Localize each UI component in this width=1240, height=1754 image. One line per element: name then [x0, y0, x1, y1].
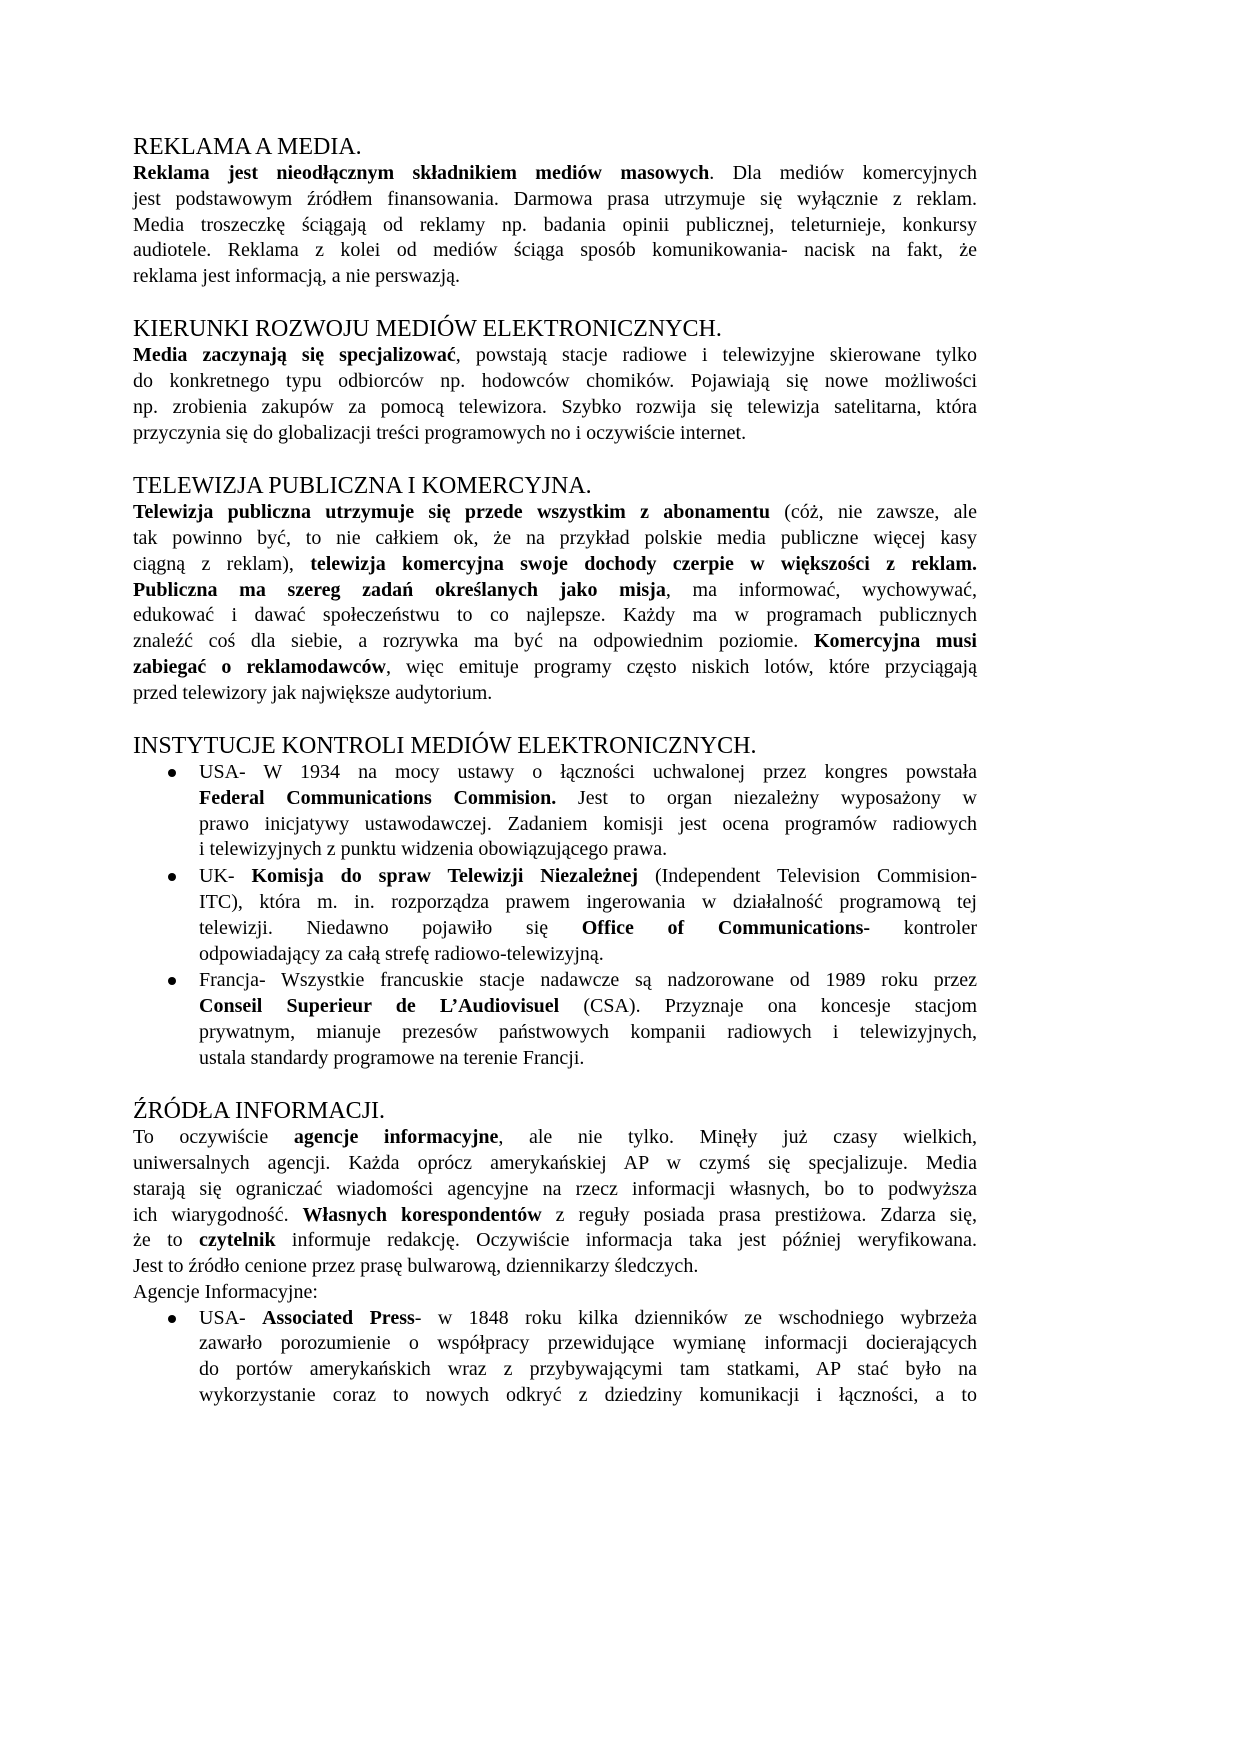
bold-text: Conseil Superieur de L’Audiovisuel: [199, 995, 560, 1018]
text-line: [133, 1228, 977, 1254]
text-line: [133, 1151, 977, 1177]
text-line: [133, 264, 977, 290]
bullet-item: [133, 760, 977, 863]
paragraph: [133, 161, 977, 290]
text-run: , powstają stacje radiowe i telewizyjne skierowane tylko: [455, 344, 977, 367]
paragraph: [133, 1125, 977, 1280]
text-run: (cóż, nie zawsze, ale: [769, 501, 977, 524]
text-run: zawarło porozumienie o współpracy przewidujące wymianę informacji docierających: [199, 1332, 977, 1355]
text-run: , ma informować, wychowywać,: [665, 578, 977, 601]
text-run: ITC), która m. in. rozporządza prawem ingerowania w działalność programową tej: [199, 891, 977, 914]
text-line: [133, 238, 977, 264]
text-run: jest podstawowym źródłem finansowania. Darmowa prasa utrzymuje się wyłącznie z reklam.: [133, 187, 977, 210]
bold-text: agencje informacyjne: [293, 1126, 499, 1149]
text-run: ustala standardy programowe na terenie Francji.: [199, 1046, 585, 1069]
text-run: i telewizyjnych z punktu widzenia obowiązującego prawa.: [199, 838, 668, 861]
bold-text: Media zaczynają się specjalizować: [133, 344, 456, 367]
bold-text: Komisja do spraw Telewizji Niezależnej: [251, 865, 639, 888]
paragraph: [133, 343, 977, 446]
text-line: [133, 1177, 977, 1203]
text-run: ich wiarygodność.: [133, 1203, 303, 1226]
text-run: Jest to źródło cenione przez prasę bulwarową, dziennikarzy śledczych.: [133, 1255, 699, 1278]
bullet-icon: [168, 769, 176, 777]
document-section: [133, 473, 977, 706]
text-line: [199, 837, 977, 863]
text-run: tak powinno być, to nie całkiem ok, że na przykład polskie media publiczne więcej kasy: [133, 526, 977, 549]
text-line: [133, 1280, 977, 1306]
bold-text: Publiczna ma szereg zadań określanych jako misja: [133, 578, 666, 601]
text-run: starają się ograniczać wiadomości agencyjne na rzecz informacji własnych, bo to podwyższa: [133, 1177, 977, 1200]
text-line: [199, 1357, 977, 1383]
text-run: To oczywiście: [133, 1126, 294, 1149]
text-line: [199, 890, 977, 916]
text-run: UK-: [199, 865, 252, 888]
text-run: informuje redakcję. Oczywiście informacja taka jest później weryfikowana.: [275, 1229, 977, 1252]
text-run: , ale nie tylko. Minęły już czasy wielkich,: [498, 1126, 978, 1149]
document-section: [133, 316, 977, 446]
text-line: [199, 1020, 977, 1046]
section-heading: INSTYTUCJE KONTROLI MEDIÓW ELEKTRONICZNYCH.: [133, 733, 757, 760]
text-run: prawo inicjatywy ustawodawczej. Zadaniem komisji jest ocena programów radiowych: [199, 812, 977, 835]
text-line: [133, 343, 977, 369]
text-run: uniwersalnych agencji. Każda oprócz amerykańskiej AP w czymś się specjalizuje. Media: [133, 1151, 977, 1174]
bullet-item: [133, 968, 977, 1071]
bold-text: Associated Press: [262, 1306, 415, 1329]
text-run: przyczynia się do globalizacji treści programowych no i oczywiście internet.: [133, 421, 747, 444]
text-line: [133, 500, 977, 526]
document-section: [133, 733, 977, 1072]
text-run: do konkretnego typu odbiorców np. hodowców chomików. Pojawiają się nowe możliwości: [133, 370, 977, 393]
bullet-icon: [168, 1315, 176, 1323]
text-run: Agencje Informacyjne:: [133, 1280, 318, 1303]
document-section: [133, 134, 977, 290]
section-heading: TELEWIZJA PUBLICZNA I KOMERCYJNA.: [133, 473, 592, 500]
bold-text: czytelnik: [198, 1229, 276, 1252]
text-line: [133, 369, 977, 395]
section-heading: KIERUNKI ROZWOJU MEDIÓW ELEKTRONICZNYCH.: [133, 316, 722, 343]
text-line: [133, 578, 977, 604]
text-line: [199, 968, 977, 994]
text-run: prywatnym, mianuje prezesów państwowych kompanii radiowych i telewizyjnych,: [199, 1021, 977, 1044]
text-line: [199, 1331, 977, 1357]
text-run: (CSA). Przyznaje ona koncesje stacjom: [559, 995, 977, 1018]
bold-text: telewizja komercyjna swoje dochody czerpie w większości z reklam.: [310, 552, 977, 575]
text-run: audiotele. Reklama z kolei od mediów ściąga sposób komunikowania- nacisk na fakt, że: [133, 239, 977, 262]
text-line: [199, 1383, 977, 1409]
text-run: znaleźć coś dla siebie, a rozrywka ma być na odpowiednim poziomie.: [133, 630, 814, 653]
bullet-icon: [168, 977, 176, 985]
text-line: [199, 786, 977, 812]
text-run: (Independent Television Commision-: [638, 865, 978, 888]
text-line: [133, 213, 977, 239]
text-run: do portów amerykańskich wraz z przybywającymi tam statkami, AP stać było na: [199, 1358, 977, 1381]
text-run: - w 1848 roku kilka dzienników ze wschodniego wybrzeża: [414, 1306, 977, 1329]
text-run: wykorzystanie coraz to nowych odkryć z dziedziny komunikacji i łączności, a to: [199, 1384, 977, 1407]
text-line: [133, 1254, 977, 1280]
text-run: np. zrobienia zakupów za pomocą telewizora. Szybko rozwija się telewizja satelitarna, która: [133, 396, 977, 419]
bullet-item: [133, 1306, 977, 1409]
text-run: odpowiadający za całą strefę radiowo-telewizyjną.: [199, 942, 604, 965]
bold-text: Komercyjna musi: [813, 630, 977, 653]
text-run: Francja- Wszystkie francuskie stacje nadawcze są nadzorowane od 1989 roku przez: [199, 969, 977, 992]
text-line: [199, 1046, 977, 1072]
text-run: przed telewizory jak największe audytorium.: [133, 681, 493, 704]
bold-text: Office of Communications-: [581, 916, 871, 939]
text-line: [133, 187, 977, 213]
text-line: [133, 603, 977, 629]
text-run: z reguły posiada prasa prestiżowa. Zdarza się,: [541, 1203, 977, 1226]
bullet-item: [133, 864, 977, 967]
text-line: [133, 421, 977, 447]
text-line: [133, 161, 977, 187]
text-line: [133, 552, 977, 578]
document-section: [133, 1098, 977, 1409]
text-run: ciągną z reklam),: [133, 552, 311, 575]
bullet-icon: [168, 873, 176, 881]
document-page: [133, 134, 977, 1435]
text-line: [199, 760, 977, 786]
text-run: . Dla mediów komercyjnych: [709, 162, 977, 184]
text-run: Jest to organ niezależny wyposażony w: [556, 786, 977, 809]
bold-text: Federal Communications Commision.: [199, 786, 557, 809]
bullet-list: [133, 760, 977, 1072]
text-run: kontroler: [870, 916, 978, 939]
text-line: [133, 629, 977, 655]
text-run: USA-: [199, 1306, 263, 1329]
text-run: że to: [133, 1229, 199, 1252]
bold-text: zabiegać o reklamodawców: [133, 655, 386, 678]
text-line: [133, 1203, 977, 1229]
text-line: [133, 1125, 977, 1151]
text-run: telewizji. Niedawno pojawiło się: [199, 916, 582, 939]
paragraph: [133, 1280, 977, 1306]
text-line: [199, 994, 977, 1020]
text-line: [199, 942, 977, 968]
bullet-list: [133, 1306, 977, 1409]
bold-text: Własnych korespondentów: [302, 1203, 542, 1226]
text-line: [199, 916, 977, 942]
text-line: [133, 395, 977, 421]
section-heading: REKLAMA A MEDIA.: [133, 134, 362, 160]
bold-text: Reklama jest nieodłącznym składnikiem mediów masowych: [133, 162, 710, 184]
text-line: [133, 655, 977, 681]
text-line: [199, 812, 977, 838]
text-run: edukować i dawać społeczeństwu to co najlepsze. Każdy ma w programach publicznych: [133, 604, 977, 627]
text-run: , więc emituje programy często niskich lotów, które przyciągają: [386, 655, 977, 678]
text-run: Media troszeczkę ściągają od reklamy np. badania opinii publicznej, teleturnieje, konkursy: [133, 213, 977, 236]
section-heading: ŹRÓDŁA INFORMACJI.: [133, 1098, 386, 1125]
text-line: [199, 864, 977, 890]
bold-text: Telewizja publiczna utrzymuje się przede wszystkim z abonamentu: [133, 501, 770, 524]
text-line: [133, 681, 977, 707]
text-line: [199, 1306, 977, 1332]
paragraph: [133, 500, 977, 706]
text-run: reklama jest informacją, a nie perswazją.: [133, 265, 461, 288]
text-run: USA- W 1934 na mocy ustawy o łączności uchwalonej przez kongres powstała: [199, 761, 977, 784]
text-line: [133, 526, 977, 552]
